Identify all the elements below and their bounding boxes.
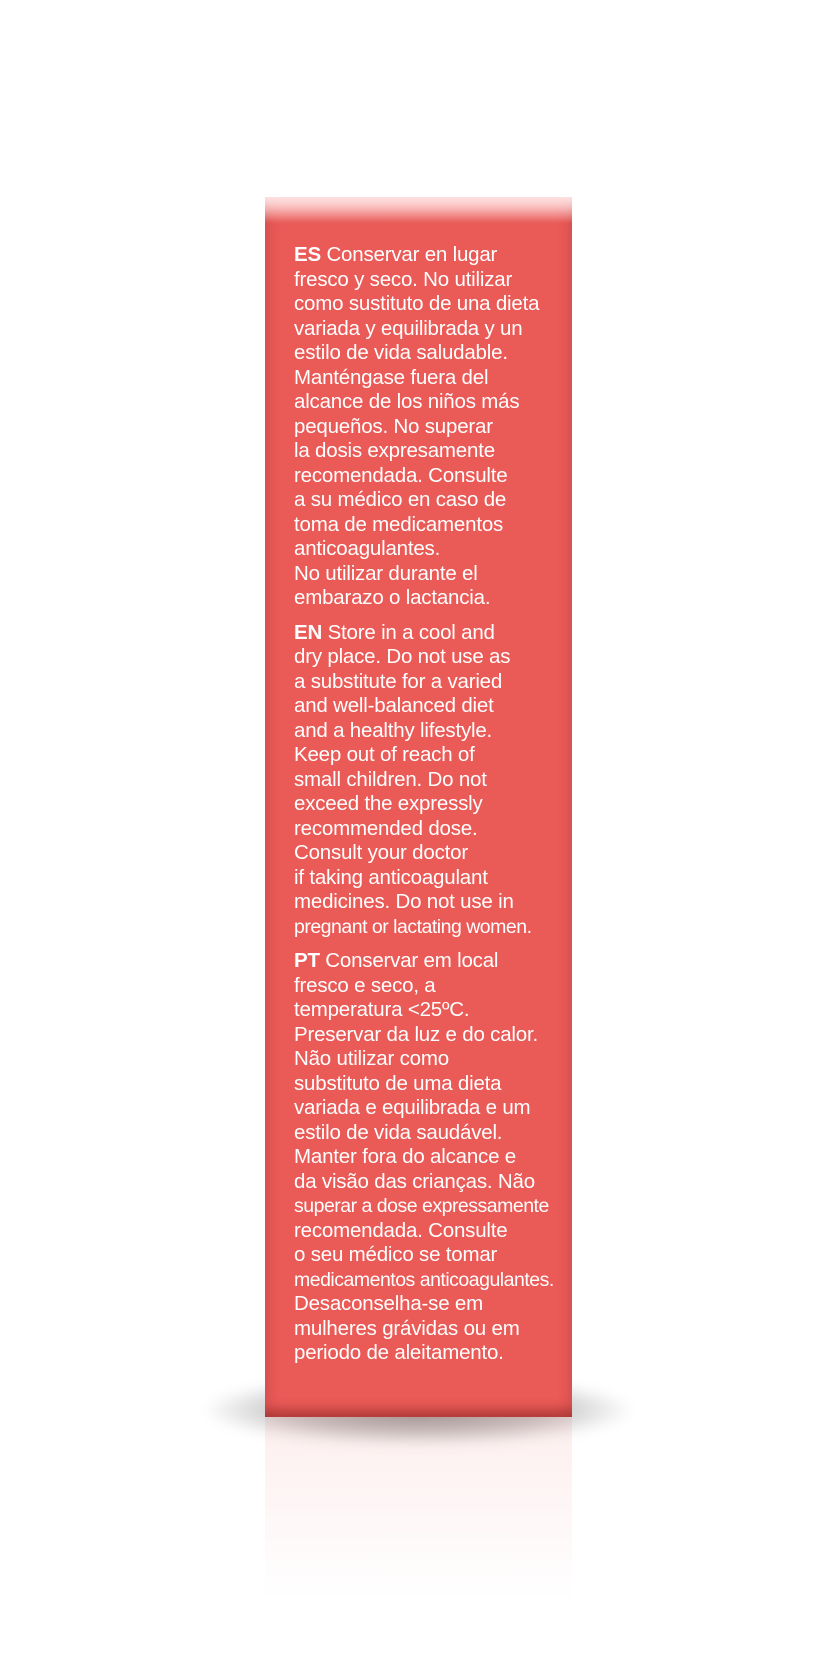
warning-line: a su médico en caso de (294, 488, 507, 511)
warning-line: variada e equilibrada e um (294, 1096, 531, 1119)
warning-line: Conservar em local (319, 949, 499, 972)
warning-line: temperatura <25ºC. (294, 998, 470, 1021)
warning-line: recomendada. Consulte (294, 463, 508, 487)
warning-line: o seu médico se tomar (294, 1243, 498, 1266)
language-code-es: ES (294, 243, 321, 266)
warning-line: como sustituto de una dieta (294, 292, 540, 315)
warning-line: No utilizar durante el (294, 561, 478, 585)
warning-line: medicines. Do not use in (294, 890, 514, 913)
warning-line: periodo de aleitamento. (294, 1341, 504, 1364)
warning-line: pequeños. No superar (294, 414, 493, 438)
warning-line: pregnant or lactating women. (294, 915, 532, 938)
warning-line: recomendada. Consulte (294, 1218, 508, 1242)
language-code-en: EN (294, 620, 323, 644)
product-box-side-panel (265, 197, 572, 1417)
warning-line: Manténgase fuera del (294, 365, 489, 389)
box-reflection (265, 1417, 572, 1680)
warning-line: Manter fora do alcance e (294, 1145, 516, 1168)
warning-line: Conservar en lugar (320, 243, 498, 266)
warning-line: fresco e seco, a (294, 973, 436, 997)
warning-line: variada y equilibrada y un (294, 316, 523, 340)
warning-line: toma de medicamentos (294, 512, 504, 536)
warning-line: la dosis expresamente (294, 439, 495, 462)
warning-paragraph-en (294, 621, 564, 940)
warning-line: and well-balanced diet (294, 694, 494, 717)
warning-line: dry place. Do not use as (294, 645, 511, 668)
warning-line: fresco y seco. No utilizar (294, 267, 513, 291)
warning-line: Store in a cool and (322, 620, 495, 644)
warning-line: exceed the expressly (294, 792, 483, 815)
warning-line: Keep out of reach of (294, 743, 475, 766)
warning-line: estilo de vida saludable. (294, 341, 508, 364)
warning-line: alcance de los niños más (294, 390, 520, 413)
warning-line: embarazo o lactancia. (294, 586, 491, 609)
warning-line: anticoagulantes. (294, 537, 441, 560)
warning-line: Desaconselha-se em (294, 1292, 483, 1315)
warning-line: small children. Do not (294, 767, 487, 791)
warning-line: and a healthy lifestyle. (294, 718, 493, 742)
warning-paragraph-es (294, 243, 564, 611)
warning-line: Consult your doctor (294, 841, 468, 864)
warning-line: substituto de uma dieta (294, 1071, 502, 1095)
warning-line: Não utilizar como (294, 1047, 449, 1070)
warning-line: medicamentos anticoagulantes. (294, 1268, 554, 1291)
warning-text-block (294, 243, 564, 1376)
warning-line: recommended dose. (294, 816, 478, 840)
warning-line: a substitute for a varied (294, 669, 503, 693)
warning-line: if taking anticoagulant (294, 865, 488, 889)
warning-line: superar a dose expressamente (294, 1195, 549, 1217)
warning-paragraph-pt (294, 949, 564, 1366)
warning-line: da visão das crianças. Não (294, 1169, 535, 1193)
language-code-pt: PT (294, 949, 320, 972)
warning-line: Preservar da luz e do calor. (294, 1022, 538, 1046)
warning-line: estilo de vida saudável. (294, 1120, 503, 1144)
warning-line: mulheres grávidas ou em (294, 1316, 520, 1340)
